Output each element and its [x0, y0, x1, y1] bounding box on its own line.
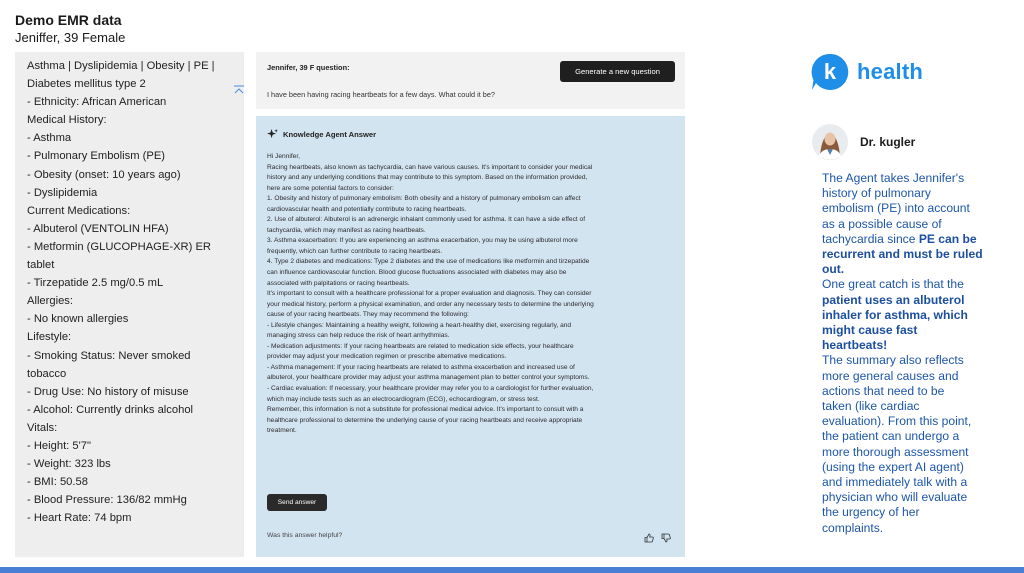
commentary-emphasis: recurrent and must be ruled: [822, 247, 983, 262]
emr-line: Medical History:: [27, 114, 107, 127]
emr-line: tobacco: [27, 367, 67, 380]
commentary-text: One great catch is that the: [822, 277, 964, 292]
answer-line: provider may adjust your medication regimen or prescribe alternative medications.: [267, 353, 507, 361]
commentary-line: [822, 369, 1017, 384]
commentary-line: [822, 445, 1017, 460]
commentary-emphasis: PE can be: [918, 231, 977, 246]
commentary-text: history of pulmonary: [822, 186, 931, 201]
feedback-buttons: [644, 530, 671, 540]
answer-line: - Cardiac evaluation: If necessary, your healthcare provider may refer you to a cardiologist for further evaluation,: [267, 385, 594, 393]
commentary-text: taken (like cardiac: [822, 399, 920, 414]
commentary-line: [822, 201, 1017, 216]
emr-line: Asthma | Dyslipidemia | Obesity | PE |: [27, 60, 215, 72]
emr-line: Allergies:: [27, 295, 74, 308]
emr-line: - Ethnicity: African American: [27, 96, 167, 109]
commentary-text: complaints.: [822, 520, 884, 535]
commentary-text: the patient can undergo a: [822, 429, 960, 444]
commentary-emphasis: inhaler for asthma, which: [822, 307, 968, 322]
emr-line: - Alcohol: Currently drinks alcohol: [27, 403, 194, 416]
emr-line: - Asthma: [27, 132, 72, 145]
commentary-text: The Agent takes Jennifer's: [822, 171, 965, 185]
emr-line: - Albuterol (VENTOLIN HFA): [27, 222, 169, 235]
commentary-text: physician who will evaluate: [822, 490, 968, 505]
commentary-emphasis: patient uses an albuterol: [822, 292, 965, 307]
question-label: Jennifer, 39 F question:: [267, 63, 350, 72]
question-card: [256, 52, 685, 109]
commentary-line: [822, 490, 1017, 505]
answer-line: frequently, which can further contribute to racing heartbeats.: [267, 247, 443, 255]
emr-line: - Pulmonary Embolism (PE): [27, 150, 166, 163]
answer-line: Racing heartbeats, also known as tachycardia, can have various causes. It's important to consider your medical: [267, 163, 593, 171]
send-answer-button[interactable]: Send answer: [267, 494, 327, 511]
commentary-text: and immediately talk with a: [822, 475, 968, 490]
commentary-line: [822, 505, 1017, 520]
commentary-line: [822, 475, 1017, 490]
emr-line: tablet: [27, 259, 55, 272]
emr-line: - Drug Use: No history of misuse: [27, 385, 189, 398]
patient-subtitle: Jeniffer, 39 Female: [15, 30, 126, 45]
answer-line: which may include tests such as an electrocardiogram (ECG), echocardiogram, or stress test.: [267, 395, 540, 403]
commentary-line: [822, 247, 1017, 262]
commentary-text: tachycardia since: [822, 231, 919, 246]
emr-line: - Smoking Status: Never smoked: [27, 349, 191, 362]
emr-line: - Tirzepatide 2.5 mg/0.5 mL: [27, 277, 164, 290]
answer-card: [256, 116, 685, 557]
emr-line: - BMI: 50.58: [27, 476, 88, 489]
commentary-line: [822, 338, 1017, 353]
commentary-text: embolism (PE) into account: [822, 201, 970, 216]
generate-question-button[interactable]: Generate a new question: [560, 61, 675, 82]
bottom-accent-bar: [0, 567, 1024, 573]
answer-line: cardiovascular health and potentially contribute to racing heartbeats.: [267, 205, 467, 213]
doctor-commentary: [822, 171, 1017, 536]
commentary-text: more general causes and: [822, 368, 959, 383]
commentary-text: (using the expert AI agent): [822, 459, 964, 474]
brand-name: health: [857, 59, 923, 84]
emr-panel: [15, 52, 244, 557]
commentary-emphasis: might cause fast: [822, 323, 918, 338]
emr-line: - Blood Pressure: 136/82 mmHg: [27, 494, 187, 507]
commentary-line: [822, 460, 1017, 475]
emr-line: - Weight: 323 lbs: [27, 458, 111, 471]
k-health-logo-mark: [810, 52, 850, 92]
emr-line: Current Medications:: [27, 204, 131, 217]
answer-line: Remember, this information is not a substitute for professional medical advice. It's important to consult with a: [267, 406, 584, 414]
commentary-line: [822, 399, 1017, 414]
answer-line: tachycardia, which may manifest as racing heartbeats.: [267, 226, 426, 234]
emr-line: - Heart Rate: 74 bpm: [27, 512, 132, 525]
commentary-text: evaluation). From this point,: [822, 414, 972, 429]
emr-line: - Height: 5'7": [27, 439, 91, 452]
answer-line: - Asthma management: If your racing heartbeats are related to asthma exacerbation and increased use of: [267, 363, 575, 371]
answer-line: It's important to consult with a healthcare professional for a proper evaluation and diagnosis. They can consider: [267, 290, 592, 298]
commentary-line: [822, 414, 1017, 429]
commentary-line: [822, 429, 1017, 444]
commentary-text: as a possible cause of: [822, 216, 942, 231]
page-header: [15, 12, 125, 46]
answer-line: history and any underlying conditions that may contribute to this symptom. Based on the information provided,: [267, 174, 588, 182]
thumbs-down-icon[interactable]: [661, 530, 671, 540]
commentary-line: [822, 171, 1017, 186]
avatar: [812, 124, 848, 160]
commentary-line: [822, 353, 1017, 368]
answer-line: Hi Jennifer,: [267, 153, 300, 160]
answer-line: can influence cardiovascular function. Blood glucose fluctuations associated with diabetes may also be: [267, 269, 567, 277]
answer-line: 3. Asthma exacerbation: If you are experiencing an asthma exacerbation, you may be using albuterol more: [267, 237, 578, 245]
sparkle-icon: [267, 129, 278, 140]
answer-line: albuterol, your healthcare provider may adjust your asthma management plan to better control your symptoms.: [267, 374, 590, 382]
answer-line: managing stress can help reduce the risk of heart arrhythmias.: [267, 332, 450, 340]
emr-line: - Obesity (onset: 10 years ago): [27, 168, 181, 181]
doctor-profile: [812, 124, 915, 160]
answer-line: 2. Use of albuterol: Albuterol is an adrenergic inhalant commonly used for asthma. It can have a side effect of: [267, 216, 586, 224]
emr-content: [27, 57, 235, 527]
page-title: Demo EMR data: [15, 12, 122, 28]
thumbs-up-icon[interactable]: [644, 530, 654, 540]
emr-line: - Dyslipidemia: [27, 186, 98, 199]
answer-line: treatment.: [267, 427, 297, 435]
answer-title: Knowledge Agent Answer: [283, 130, 377, 139]
emr-line: - No known allergies: [27, 313, 129, 326]
commentary-line: [822, 262, 1017, 277]
question-text: I have been having racing heartbeats for a few days. What could it be?: [267, 90, 495, 99]
commentary-emphasis: out.: [822, 262, 845, 277]
answer-line: healthcare professional to determine the underlying cause of your racing heartbeats and receive appropriate: [267, 416, 583, 424]
commentary-line: [822, 217, 1017, 232]
answer-line: cause of your racing heartbeats. They may recommend the following:: [267, 311, 469, 319]
answer-line: here are some potential factors to consider:: [267, 184, 394, 192]
answer-line: your medical history, perform a physical examination, and order any necessary tests to determine the underlying: [267, 300, 594, 308]
answer-header: [267, 129, 376, 140]
commentary-line: [822, 232, 1017, 247]
emr-line: Lifestyle:: [27, 331, 72, 344]
answer-line: 4. Type 2 diabetes and medications: Type 2 diabetes and the use of medications like metformin and tirzepatide: [267, 258, 590, 266]
answer-line: associated with palpitations or racing heartbeats.: [267, 279, 410, 287]
logo-letter: k: [823, 59, 837, 84]
answer-line: 1. Obesity and history of pulmonary embolism: Both obesity and a history of pulmonary embolism can affect: [267, 195, 581, 203]
chevron-up-icon[interactable]: [233, 82, 245, 92]
commentary-text: The summary also reflects: [822, 353, 964, 368]
commentary-line: [822, 308, 1017, 323]
emr-line: Diabetes mellitus type 2: [27, 78, 146, 91]
commentary-text: actions that need to be: [822, 383, 945, 398]
commentary-line: [822, 384, 1017, 399]
commentary-text: more thorough assessment: [822, 444, 969, 459]
answer-body: [267, 152, 677, 437]
answer-line: - Lifestyle changes: Maintaining a healthy weight, following a heart-healthy diet, exercising regularly, and: [267, 321, 572, 329]
commentary-emphasis: heartbeats!: [822, 338, 888, 353]
emr-line: - Metformin (GLUCOPHAGE-XR) ER: [27, 240, 211, 253]
doctor-name: Dr. kugler: [860, 135, 916, 149]
commentary-text: the urgency of her: [822, 505, 920, 520]
k-health-logo: [810, 52, 923, 92]
answer-line: - Medication adjustments: If your racing heartbeats are related to medication side effects, your healthcare: [267, 342, 574, 350]
commentary-line: [822, 293, 1017, 308]
emr-line: Vitals:: [27, 421, 58, 434]
commentary-line: [822, 277, 1017, 292]
feedback-prompt: Was this answer helpful?: [267, 532, 343, 539]
commentary-line: [822, 323, 1017, 338]
commentary-line: [822, 186, 1017, 201]
commentary-line: [822, 521, 1017, 536]
